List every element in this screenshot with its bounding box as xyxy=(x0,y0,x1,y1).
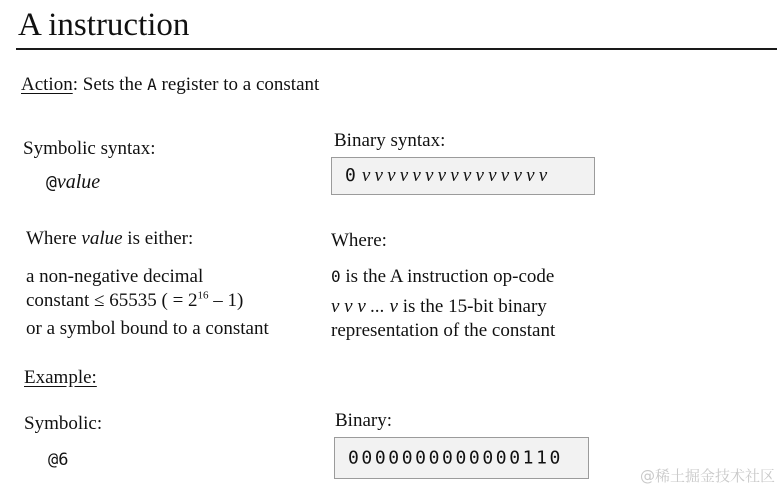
where-binary-heading: Where: xyxy=(331,230,387,251)
example-binary-box xyxy=(334,437,589,479)
action-register: A xyxy=(147,75,157,94)
example-binary-code: 0000000000000110 xyxy=(348,447,563,469)
opcode-desc: is the A instruction op-code xyxy=(340,266,555,287)
example-symbolic-label: Symbolic: xyxy=(24,413,103,434)
binary-syntax-bits: vvvvvvvvvvvvvvv xyxy=(361,165,552,186)
bits-desc: is the 15-bit binary xyxy=(397,296,547,317)
constant-bound-prefix: constant ≤ 65535 ( = 2 xyxy=(26,290,198,311)
action-line xyxy=(21,73,319,97)
action-label: Action xyxy=(21,74,73,95)
where-value-prefix: Where xyxy=(26,228,82,249)
at-sign: @ xyxy=(46,172,57,193)
constant-bound-suffix: – 1) xyxy=(208,290,244,311)
where-value-suffix: is either: xyxy=(122,228,194,249)
watermark: @稀土掘金技术社区 xyxy=(639,467,775,485)
action-text-suffix: register to a constant xyxy=(156,74,320,95)
where-value-line1: a non-negative decimal xyxy=(26,266,204,287)
binary-syntax-box xyxy=(331,157,595,195)
where-bits-line2: representation of the constant xyxy=(331,320,556,341)
binary-syntax-opcode: 0 xyxy=(345,165,356,186)
opcode-zero: 0 xyxy=(331,267,341,286)
where-value-heading xyxy=(26,227,193,251)
symbolic-syntax-value: value xyxy=(56,171,101,193)
page-title: A instruction xyxy=(18,7,190,43)
constant-bound-exponent: 16 xyxy=(197,289,209,302)
bits-term: v v v ... v xyxy=(331,296,398,317)
title-divider xyxy=(16,48,777,50)
where-opcode-line xyxy=(331,265,554,289)
where-bits-line xyxy=(331,295,547,319)
action-text-prefix: : Sets the xyxy=(72,74,148,95)
example-binary-label: Binary: xyxy=(335,410,392,431)
where-value-line2 xyxy=(26,289,243,313)
example-symbolic-code: @6 xyxy=(48,450,69,470)
binary-syntax-code xyxy=(345,165,551,187)
where-value-line3: or a symbol bound to a constant xyxy=(26,318,269,339)
where-value-term: value xyxy=(81,228,123,249)
symbolic-syntax-code xyxy=(46,170,100,195)
example-label: Example: xyxy=(24,367,97,388)
symbolic-syntax-label: Symbolic syntax: xyxy=(23,138,156,159)
binary-syntax-label: Binary syntax: xyxy=(334,130,446,151)
